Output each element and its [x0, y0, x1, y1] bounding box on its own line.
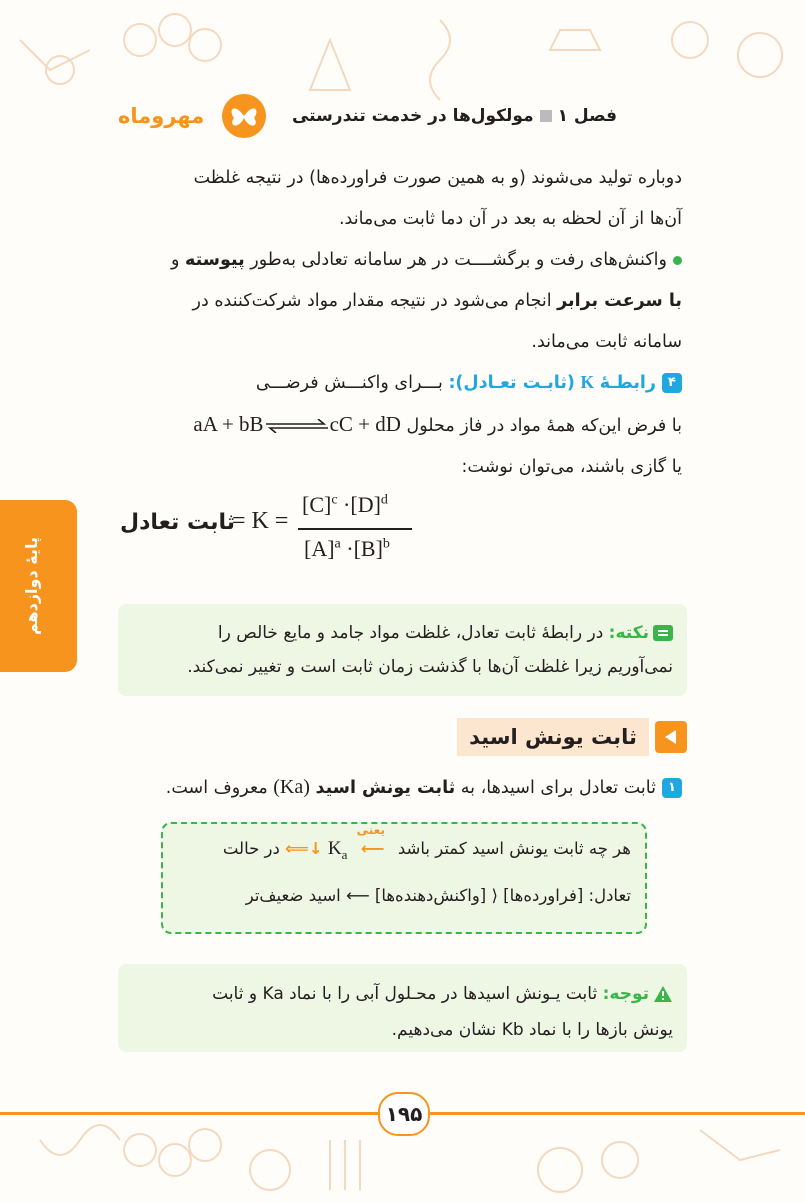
item-1-line	[122, 768, 682, 807]
equilibrium-constant-formula	[120, 488, 430, 578]
bullet-icon	[673, 256, 682, 265]
text-line	[122, 281, 682, 322]
text: یونش بازها را با نماد Kb نشان می‌دهیم.	[391, 1020, 673, 1040]
butterfly-icon	[222, 94, 266, 138]
formula-numerator: $[C]^c \cdot[D]^d$	[302, 492, 388, 517]
down-arrow-icon: ↓	[308, 839, 323, 858]
text: نمی‌آوریم زیرا غلظت آن‌ها با گذشت زمان ثابت است و تغییر نمی‌کند.	[187, 657, 673, 677]
formula-label: ثابت تعادل	[120, 510, 236, 535]
text: در حالت	[222, 839, 280, 858]
summary-line-1	[222, 823, 631, 863]
note-icon	[653, 625, 673, 641]
text-line: آن‌ها از آن لحظه به بعد در آن دما ثابت می‌ماند.	[338, 209, 682, 229]
note-box	[118, 604, 687, 696]
chapter-number: فصل ۱	[557, 106, 617, 126]
fraction-bar	[298, 528, 412, 530]
text: و	[171, 250, 186, 270]
text-line: دوباره تولید می‌شوند (و به همین صورت فراورده‌ها) در نتیجه غلظت	[193, 168, 682, 188]
products: cC + dD	[329, 412, 401, 436]
text: ثابت یـونش اسیدها در محـلول آبی را با نماد Ka و ثابت	[212, 984, 603, 1004]
formula-lhs: = K =	[232, 508, 289, 534]
item-title: رابطـهٔ	[599, 373, 656, 393]
bold-text: با سرعت برابر	[557, 291, 682, 311]
yani-label: یعنی	[356, 823, 385, 837]
yani-arrow	[353, 823, 393, 858]
bullet-line	[122, 240, 682, 281]
ka-summary-box	[161, 822, 647, 934]
page-number: ۱۹۵	[378, 1092, 430, 1136]
warning-text	[123, 976, 673, 1048]
number-badge: ۴	[662, 373, 682, 393]
item-title: (ثابـت تعـادل):	[448, 373, 575, 393]
item-4-heading	[122, 362, 682, 404]
warning-box	[118, 964, 687, 1052]
text-line: یا گازی باشند، می‌توان نوشت:	[461, 457, 682, 477]
warning-icon	[653, 985, 673, 1003]
side-tab-label: پایهٔ دوازدهم	[22, 537, 41, 635]
equilibrium-arrow-icon	[264, 419, 330, 433]
paragraph-equilibrium	[122, 158, 682, 363]
separator-icon	[540, 110, 552, 122]
section-title: ثابت یونش اسید	[457, 718, 649, 756]
text: با فرض این‌که همهٔ مواد در فاز محلول	[406, 416, 682, 436]
reaction-line	[122, 404, 682, 447]
chapter-heading	[292, 106, 617, 126]
bold-text: پیوسته	[185, 250, 245, 270]
text: ثابت تعادل برای اسیدها، به	[455, 778, 656, 798]
note-text	[123, 616, 673, 684]
ka-symbol: (Ka)	[273, 776, 310, 798]
chapter-title: مولکول‌ها در خدمت تندرستی	[291, 106, 534, 126]
text-line: سامانه ثابت می‌ماند.	[531, 332, 682, 352]
item-1-acid-ionization	[122, 768, 682, 807]
publisher-logo	[118, 94, 268, 140]
note-title: نکته:	[608, 623, 649, 643]
ka-symbol: $K_a$	[327, 838, 348, 862]
text: انجام می‌شود در نتیجه مقدار مواد شرکت‌کننده در	[192, 291, 558, 311]
text: بـــرای واکنـــش فرضـــی	[255, 373, 449, 393]
item-4-equilibrium-constant	[122, 362, 682, 488]
k-symbol: K	[580, 372, 595, 392]
section-arrow-icon	[655, 721, 687, 753]
text: واکنش‌های رفت و برگشــــت در هر سامانه تعادلی به‌طور	[244, 250, 667, 270]
grade-side-tab	[0, 500, 77, 672]
number-badge: ۱	[662, 778, 682, 798]
section-heading	[455, 718, 687, 756]
left-arrow-icon: ⟵	[360, 839, 385, 858]
bold-text: ثابت یونش اسید	[315, 778, 456, 798]
text: هر چه ثابت یونش اسید کمتر باشد	[397, 839, 631, 858]
text: معروف است.	[165, 778, 274, 798]
formula-denominator: $[A]^a \cdot[B]^b$	[304, 536, 390, 561]
warning-title: توجه:	[602, 984, 649, 1004]
page-header	[0, 90, 805, 146]
reaction-equation	[193, 412, 401, 436]
text: در رابطهٔ ثابت تعادل، غلظت مواد جامد و مایع خالص را	[217, 623, 609, 643]
summary-line-2: تعادل: [فراورده‌ها] ⟨ [واکنش‌دهنده‌ها] ⟵ اسید ضعیف‌تر	[245, 886, 631, 905]
logo-text: مهروماه	[118, 104, 205, 128]
left-double-arrow-icon: ⟸	[285, 839, 309, 858]
reactants: aA + bB	[193, 412, 264, 436]
